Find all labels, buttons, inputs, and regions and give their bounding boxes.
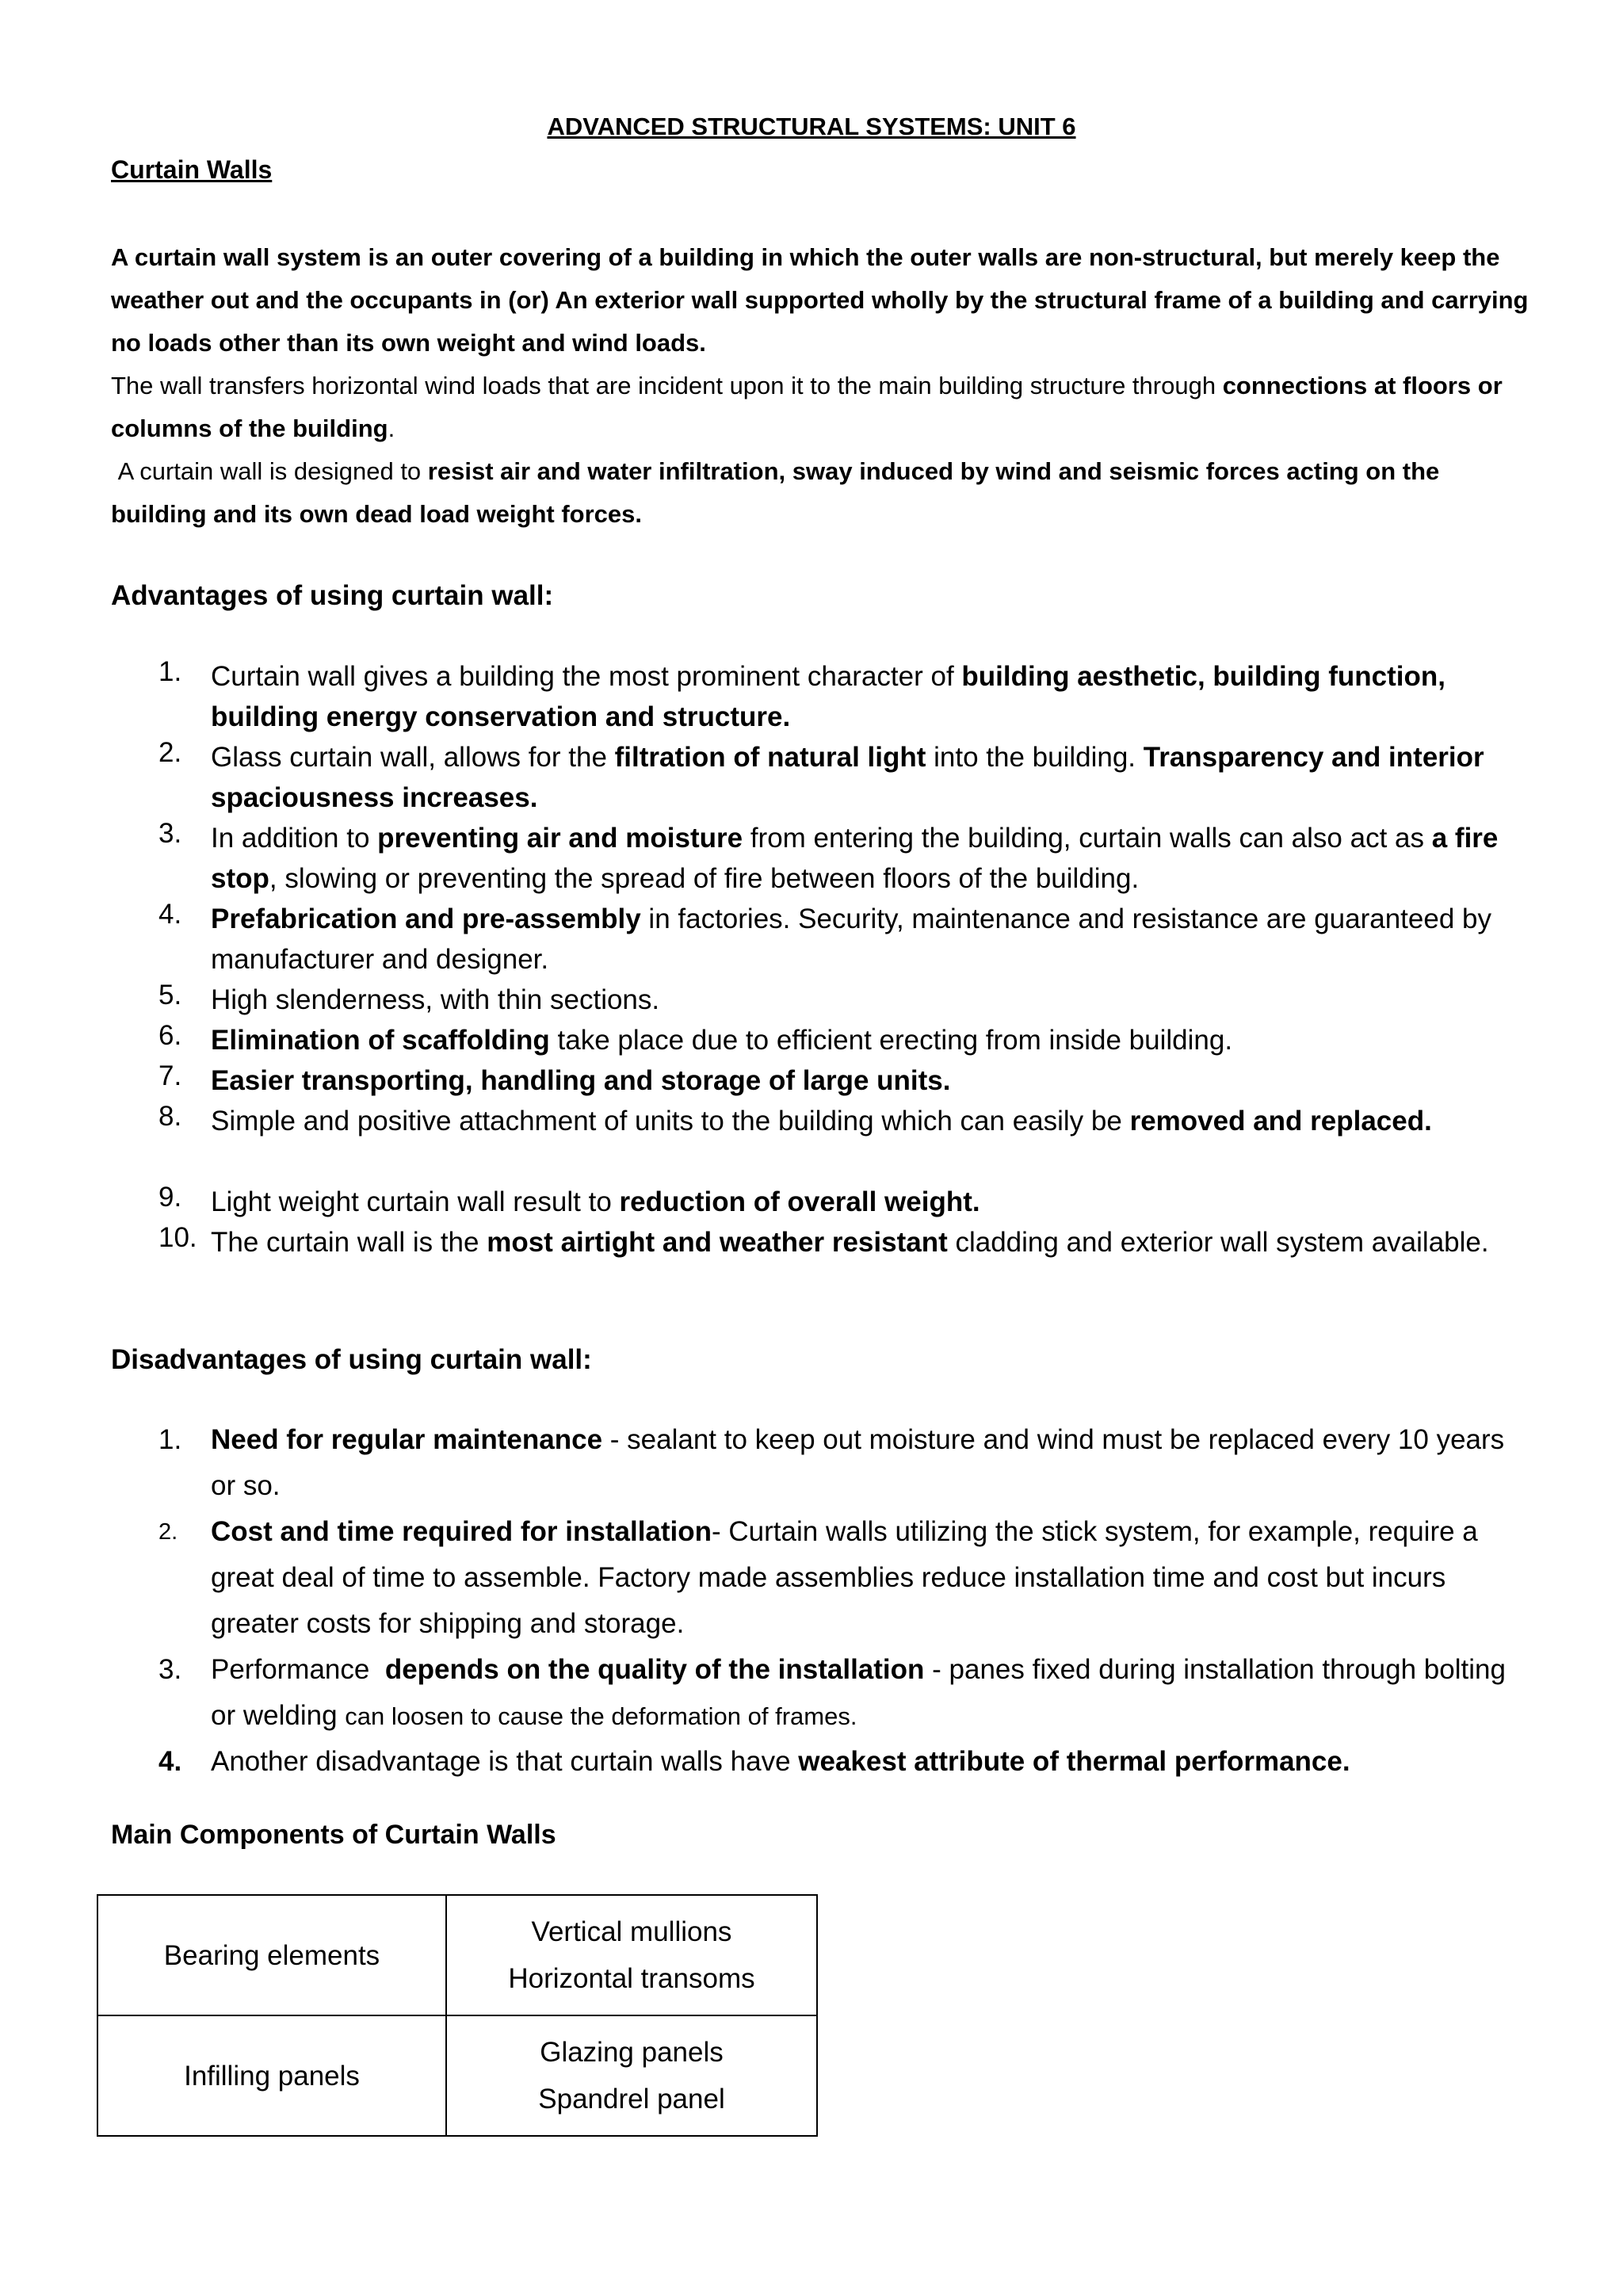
item-text: - sealant to keep out moisture and wind must be replaced every 10 years or so.: [211, 1424, 1505, 1501]
item-bold: building aesthetic, building function, building energy conservation and structure.: [211, 661, 1445, 732]
component-item: Spandrel panel: [538, 2084, 725, 2115]
intro-design-bold: resist air and water infiltration, sway induced by wind and seismic forces acting on the building and its own dead load weight forces.: [111, 457, 1446, 528]
item-text: , slowing or preventing the spread of fire between floors of the building.: [269, 863, 1140, 894]
item-text: into the building.: [926, 742, 1144, 773]
item-text: from entering the building, curtain walls can also act as: [743, 823, 1432, 854]
component-item: Glazing panels: [540, 2037, 724, 2068]
component-item: Vertical mullions: [531, 1916, 732, 1947]
intro-wind-loads-bold: connections at floors or columns of the building: [111, 372, 1503, 442]
item-number: 2.: [158, 737, 182, 768]
item-number: 10.: [158, 1222, 197, 1253]
item-bold: preventing air and moisture: [377, 823, 743, 854]
item-number: 2.: [158, 1519, 178, 1545]
item-text: in factories. Security, maintenance and resistance are guaranteed by manufacturer and designer.: [211, 904, 1491, 975]
item-bold: Transparency and interior spaciousness increases.: [211, 742, 1484, 813]
item-text: Curtain wall gives a building the most prominent character of: [211, 661, 962, 692]
item-number: 4.: [158, 899, 182, 930]
table-row: [97, 1895, 817, 2015]
item-text: Another disadvantage is that curtain walls have: [211, 1746, 799, 1777]
item-text: The curtain wall is the: [211, 1227, 487, 1258]
item-number: 1.: [158, 656, 182, 687]
intro-wind-loads-text: The wall transfers horizontal wind loads that are incident upon it to the main building structure through: [111, 372, 1223, 399]
item-bold: Easier transporting, handling and storage of large units.: [211, 1065, 951, 1096]
item-text: High slenderness, with thin sections.: [211, 984, 660, 1015]
item-text: - panes fixed during installation through bolting or welding: [211, 1654, 1514, 1731]
advantages-heading: Advantages of using curtain wall:: [111, 580, 554, 611]
item-number: 3.: [158, 818, 182, 849]
item-number: 5.: [158, 980, 182, 1010]
section-title-curtain-walls: Curtain Walls: [111, 155, 273, 184]
table-cell-category: [97, 2015, 446, 2136]
item-bold: reduction of overall weight.: [619, 1186, 980, 1217]
component-item: Horizontal transoms: [508, 1963, 755, 1994]
item-bold: removed and replaced.: [1129, 1106, 1432, 1137]
intro-definition: [111, 236, 1537, 365]
intro-definition-text: A curtain wall system is an outer covering of a building in which the outer walls are non-structural, but merely keep the weather out and the occupants in (or) An exterior wall supported wholly by the structural frame of a building and carrying no loads other than its own weight and wind loads.: [111, 243, 1529, 357]
item-bold: a fire stop: [211, 823, 1499, 894]
category-label: Bearing elements: [163, 1939, 380, 1971]
item-text: - Curtain walls utilizing the stick system, for example, require a great deal of time to assemble. Factory made assemblies reduce installation time and cost but incurs greater costs for shipping and storage.: [211, 1516, 1478, 1639]
item-number: 3.: [158, 1654, 182, 1685]
item-bold: most airtight and weather resistant: [487, 1227, 948, 1258]
intro-design: [111, 450, 1537, 536]
intro-design-text: A curtain wall is designed to: [111, 457, 428, 485]
item-number: 6.: [158, 1020, 182, 1051]
table-cell-category: [97, 1895, 446, 2015]
item-bold: Elimination of scaffolding: [211, 1025, 550, 1056]
intro-wind-loads: [111, 365, 1537, 450]
item-bold: weakest attribute of thermal performance.: [798, 1746, 1350, 1777]
item-text: Simple and positive attachment of units to the building which can easily be: [211, 1106, 1130, 1137]
table-row: [97, 2015, 817, 2136]
item-bold: Cost and time required for installation: [211, 1516, 712, 1547]
intro-wind-loads-end: .: [388, 415, 395, 442]
item-number: 4.: [158, 1746, 182, 1777]
disadvantages-heading: Disadvantages of using curtain wall:: [111, 1344, 592, 1375]
category-label: Infilling panels: [184, 2060, 360, 2092]
item-number: 8.: [158, 1101, 182, 1132]
table-cell-items: [446, 2015, 817, 2136]
item-text: In addition to: [211, 823, 378, 854]
item-number: 7.: [158, 1060, 182, 1091]
components-heading: Main Components of Curtain Walls: [111, 1820, 556, 1850]
item-text: Glass curtain wall, allows for the: [211, 742, 615, 773]
item-number: 1.: [158, 1424, 182, 1455]
item-text: take place due to efficient erecting from inside building.: [549, 1025, 1233, 1056]
item-bold: depends on the quality of the installation: [384, 1654, 925, 1685]
components-table: [97, 1894, 818, 2137]
item-text: cladding and exterior wall system available.: [947, 1227, 1489, 1258]
item-text-small: can loosen to cause the deformation of frames.: [345, 1702, 857, 1730]
document-title: ADVANCED STRUCTURAL SYSTEMS: UNIT 6: [547, 113, 1076, 140]
table-cell-items: [446, 1895, 817, 2015]
item-number: 9.: [158, 1182, 182, 1213]
item-bold: filtration of natural light: [614, 742, 926, 773]
item-bold: Prefabrication and pre-assembly: [211, 904, 641, 934]
item-bold: Need for regular maintenance: [211, 1424, 603, 1455]
item-text: Performance: [211, 1654, 385, 1685]
item-text: Light weight curtain wall result to: [211, 1186, 620, 1217]
